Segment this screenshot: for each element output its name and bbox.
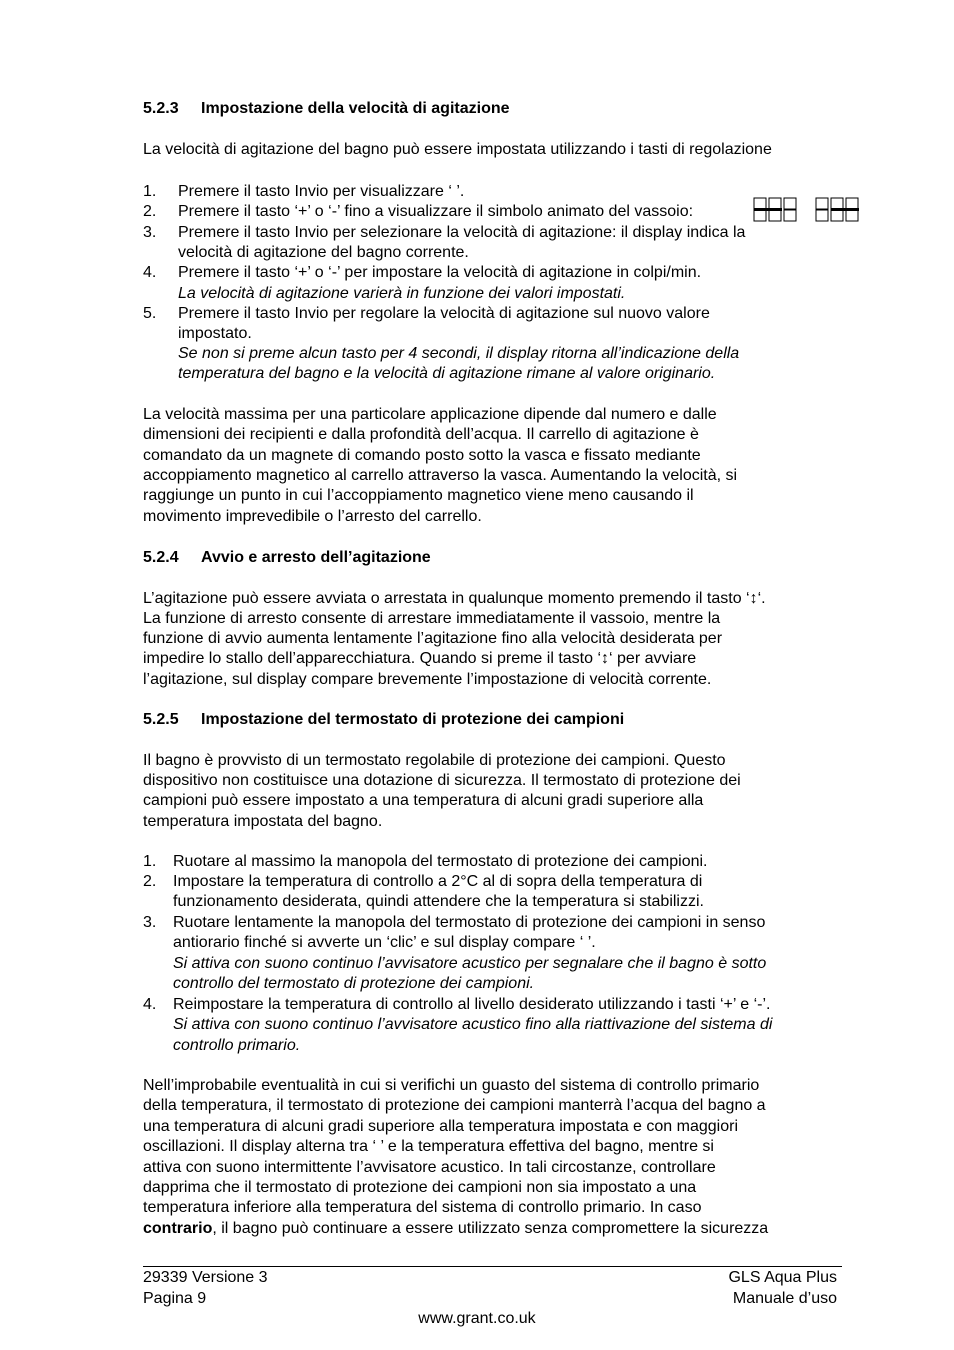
paragraph-line: L’agitazione può essere avviata o arrestata in qualunque momento premendo il tasto ‘↕‘. xyxy=(143,590,766,607)
list-item: Premere il tasto Invio per regolare la velocità di agitazione sul nuovo valore xyxy=(178,305,710,322)
section-heading: Avvio e arresto dell’agitazione xyxy=(201,549,431,566)
paragraph-line: impedire lo stallo dell’apparecchiatura. Quando si preme il tasto ‘↕‘ per avviare xyxy=(143,650,697,667)
footer-website: www.grant.co.uk xyxy=(418,1310,536,1327)
paragraph-line: l’agitazione, sul display compare brevemente l’impostazione di velocità corrente. xyxy=(143,671,712,688)
list-item: Ruotare al massimo la manopola del termostato di protezione dei campioni. xyxy=(173,853,708,870)
paragraph-text: , il bagno può continuare a essere utilizzato senza compromettere la sicurezza xyxy=(212,1220,769,1237)
list-item-note: Se non si preme alcun tasto per 4 secondi, il display ritorna all’indicazione della xyxy=(178,345,740,362)
list-number: 4. xyxy=(143,996,157,1013)
footer-product: GLS Aqua Plus xyxy=(728,1269,837,1286)
paragraph-line: Nell’improbabile eventualità in cui si verifichi un guasto del sistema di controllo primario xyxy=(143,1077,760,1094)
footer-doc-id: 29339 Versione 3 xyxy=(143,1269,268,1286)
list-item-continued: velocità di agitazione del bagno corrente. xyxy=(178,244,469,261)
paragraph-line: Il bagno è provvisto di un termostato regolabile di protezione dei campioni. Questo xyxy=(143,752,726,769)
list-number: 3. xyxy=(143,224,157,241)
list-number: 1. xyxy=(143,853,157,870)
paragraph-line: campioni può essere impostato a una temperatura di alcuni gradi superiore alla xyxy=(143,792,704,809)
paragraph-line: della temperatura, il termostato di protezione dei campioni manterrà l’acqua del bagno a xyxy=(143,1097,766,1114)
list-item-continued: funzionamento desiderata, quindi attendere che la temperatura si stabilizzi. xyxy=(173,893,704,910)
list-item: Premere il tasto ‘+’ o ‘-’ per impostare la velocità di agitazione in colpi/min. xyxy=(178,264,702,281)
paragraph-line: movimento imprevedibile o l’arresto del carrello. xyxy=(143,508,482,525)
list-number: 4. xyxy=(143,264,157,281)
paragraph-line: comandato da un magnete di comando posto sotto la vasca e fissato mediante xyxy=(143,447,701,464)
paragraph-line: temperatura inferiore alla temperatura del sistema di controllo primario. In caso xyxy=(143,1199,702,1216)
paragraph-line: funzione di avvio aumenta lentamente l’agitazione fino alla velocità desiderata per xyxy=(143,630,723,647)
paragraph-line xyxy=(143,1219,768,1239)
list-item-note: temperatura del bagno e la velocità di agitazione rimane al valore originario. xyxy=(178,365,716,382)
list-number: 3. xyxy=(143,914,157,931)
paragraph-line: temperatura impostata del bagno. xyxy=(143,813,383,830)
paragraph-line: accoppiamento magnetico al carrello attraverso la vasca. Aumentando la velocità, si xyxy=(143,467,738,484)
section-number: 5.2.4 xyxy=(143,549,179,566)
footer-manual: Manuale d’uso xyxy=(732,1290,837,1307)
list-number: 5. xyxy=(143,305,157,322)
list-item-note: controllo del termostato di protezione dei campioni. xyxy=(173,975,535,992)
section-heading: Impostazione della velocità di agitazione xyxy=(201,100,510,117)
list-number: 2. xyxy=(143,873,157,890)
paragraph-line: raggiunge un punto in cui l’accoppiamento magnetico viene meno causando il xyxy=(143,487,694,504)
list-item: Ruotare lentamente la manopola del termostato di protezione dei campioni in senso xyxy=(173,914,766,931)
footer-page-number: Pagina 9 xyxy=(143,1290,207,1307)
section-heading: Impostazione del termostato di protezione dei campioni xyxy=(201,711,625,728)
list-item-continued: antiorario finché si avverte un ‘clic’ e sul display compare ‘ ’. xyxy=(173,934,596,951)
paragraph-line: oscillazioni. Il display alterna tra ‘ ’ e la temperatura effettiva del bagno, mentre si xyxy=(143,1138,714,1155)
list-item-continued: impostato. xyxy=(178,325,252,342)
list-item: Premere il tasto Invio per visualizzare ‘ ’. xyxy=(178,183,465,200)
list-item: Premere il tasto Invio per selezionare la velocità di agitazione: il display indica la xyxy=(178,224,746,241)
list-item: Premere il tasto ‘+’ o ‘-’ fino a visualizzare il simbolo animato del vassoio: xyxy=(178,203,694,220)
section-number: 5.2.5 xyxy=(143,711,179,728)
list-item: Impostare la temperatura di controllo a 2°C al di sopra della temperatura di xyxy=(173,873,703,890)
footer-divider xyxy=(143,1266,842,1267)
list-item-note: Si attiva con suono continuo l’avvisatore acustico fino alla riattivazione del sistema di xyxy=(173,1016,773,1033)
paragraph-line: dimensioni dei recipienti e dalla profondità dell’acqua. Il carrello di agitazione è xyxy=(143,426,699,443)
paragraph-line: una temperatura di alcuni gradi superiore alla temperatura impostata e con maggiori xyxy=(143,1118,738,1135)
paragraph-line: dispositivo non costituisce una dotazione di sicurezza. Il termostato di protezione dei xyxy=(143,772,741,789)
section-number: 5.2.3 xyxy=(143,100,179,117)
paragraph-line: La velocità massima per una particolare applicazione dipende dal numero e dalle xyxy=(143,406,717,423)
list-item-note: controllo primario. xyxy=(173,1037,301,1054)
list-number: 1. xyxy=(143,183,157,200)
bold-word: contrario xyxy=(143,1220,213,1237)
list-item-note: Si attiva con suono continuo l’avvisatore acustico per segnalare che il bagno è sotto xyxy=(173,955,767,972)
paragraph-line: dapprima che il termostato di protezione dei campioni non sia impostato a una xyxy=(143,1179,697,1196)
list-item-note: La velocità di agitazione varierà in funzione dei valori impostati. xyxy=(178,285,626,302)
tray-animation-symbol-1 xyxy=(753,197,799,221)
paragraph-line: La funzione di arresto consente di arrestare immediatamente il vassoio, mentre la xyxy=(143,610,721,627)
paragraph: La velocità di agitazione del bagno può essere impostata utilizzando i tasti di regolazione xyxy=(143,141,772,158)
paragraph-line: attiva con suono intermittente l’avvisatore acustico. In tali circostanze, controllare xyxy=(143,1159,716,1176)
list-item: Reimpostare la temperatura di controllo al livello desiderato utilizzando i tasti ‘+’ e ‘-’. xyxy=(173,996,771,1013)
list-number: 2. xyxy=(143,203,157,220)
tray-animation-symbol-2 xyxy=(815,197,863,221)
